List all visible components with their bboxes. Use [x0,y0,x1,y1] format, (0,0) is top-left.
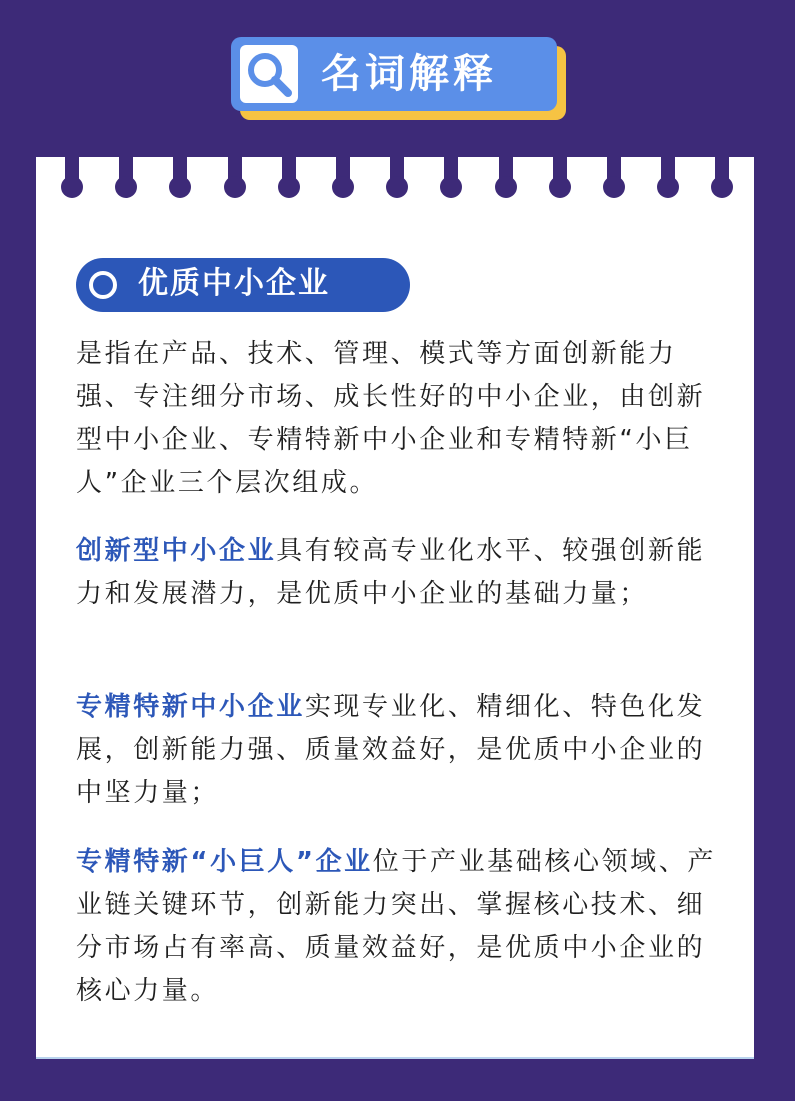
paragraph-text: 具有较高专业化水平、较强创新能力和发展潜力，是优质中小企业的基础力量； [76,536,706,609]
section-heading [76,258,410,312]
paragraph-text: 是指在产品、技术、管理、模式等方面创新能力强、专注细分市场、成长性好的中小企业，由创新型中小企业、专精特新中小企业和专精特新“小巨人”企业三个层次组成。 [76,339,706,498]
paragraph-text: 实现专业化、精细化、特色化发展，创新能力强、质量效益好，是优质中小企业的中坚力量； [76,692,706,808]
definition-paragraph [76,333,726,505]
binder-holes-decoration [36,157,754,217]
search-icon [240,45,298,103]
paragraph-text: 位于产业基础核心领域、产业链关键环节，创新能力突出、掌握核心技术、细分市场占有率高、质量效益好，是优质中小企业的核心力量。 [76,847,716,1006]
tier-paragraph-specialized [76,686,726,815]
tier-paragraph-innovative [76,530,726,616]
paragraph-highlight: 专精特新“小巨人”企业 [76,847,373,877]
paragraph-highlight: 专精特新中小企业 [76,692,305,722]
title-badge [231,37,557,111]
tier-paragraph-little-giant [76,841,726,1013]
paragraph-highlight: 创新型中小企业 [76,536,277,566]
section-heading-text: 优质中小企业 [138,266,330,301]
page-title: 名词解释 [321,51,497,97]
circle-bullet-icon [89,271,117,299]
